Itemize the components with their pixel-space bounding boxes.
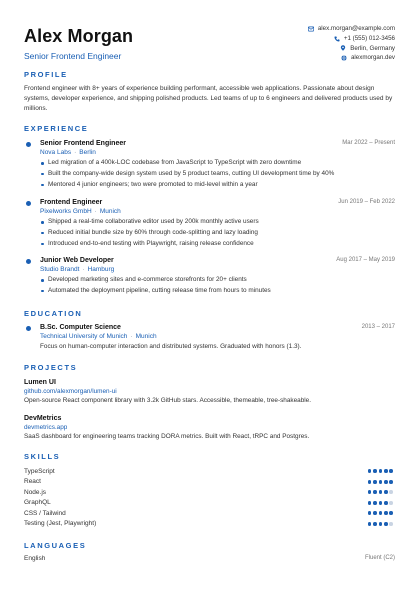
job-bullets (40, 217, 395, 249)
project-description: SaaS dashboard for engineering teams tracking DORA metrics. Built with React, tRPC and Postgres. (24, 433, 310, 440)
project-link[interactable]: devmetrics.app (24, 424, 68, 431)
skill-row (24, 487, 395, 498)
rating-dot (389, 511, 393, 515)
rating-dot (384, 469, 388, 473)
rating-dot (368, 501, 372, 505)
experience-item (24, 256, 395, 297)
separator-dot: · (74, 149, 77, 156)
contact-block (308, 24, 395, 63)
skill-rating (368, 480, 393, 484)
rating-dot (389, 480, 393, 484)
job-company-line (40, 207, 395, 217)
job-title: Frontend Engineer (40, 199, 103, 206)
section-title-experience: EXPERIENCE (24, 124, 89, 133)
rating-dot (389, 490, 393, 494)
phone-icon (334, 36, 340, 42)
rating-dot (379, 501, 383, 505)
job-bullets (40, 158, 395, 190)
rating-dot (384, 511, 388, 515)
job-location: Munich (99, 208, 121, 215)
rating-dot (389, 501, 393, 505)
rating-dot (368, 511, 372, 515)
job-bullet: Automated the deployment pipeline, cutting release time from hours to minutes (40, 286, 395, 297)
job-company-line (40, 265, 395, 275)
job-company-line (40, 148, 395, 158)
candidate-name: Alex Morgan (24, 26, 134, 46)
location-icon (340, 45, 346, 51)
rating-dot (368, 480, 372, 484)
candidate-role: Senior Frontend Engineer (24, 51, 122, 61)
project-title: DevMetrics (24, 415, 62, 422)
section-title-education: EDUCATION (24, 309, 83, 318)
rating-dot (379, 480, 383, 484)
contact-location (308, 44, 395, 54)
skill-rating (368, 522, 393, 526)
project-description: Open-source React component library with 3.2k GitHub stars. Accessible, themeable, tree-shakeable. (24, 397, 312, 404)
separator-dot: · (82, 266, 85, 273)
rating-dot (368, 469, 372, 473)
contact-email-text: alex.morgan@example.com (317, 25, 395, 32)
contact-phone[interactable] (308, 34, 395, 44)
project-title: Lumen UI (24, 379, 56, 386)
rating-dot (368, 490, 372, 494)
skill-rating (368, 501, 393, 505)
rating-dot (389, 522, 393, 526)
job-dates: Jun 2019 – Feb 2022 (338, 199, 395, 205)
skill-rating (368, 490, 393, 494)
timeline-dot (26, 142, 31, 147)
job-location: Berlin (79, 149, 96, 156)
education-dates: 2013 – 2017 (361, 324, 395, 330)
language-row (24, 555, 395, 562)
rating-dot (368, 522, 372, 526)
timeline-dot (26, 326, 31, 331)
education-item (24, 323, 395, 352)
separator-dot: · (94, 208, 97, 215)
skills-list (24, 466, 395, 529)
rating-dot (373, 469, 377, 473)
job-title: Senior Frontend Engineer (40, 140, 126, 147)
skill-name: GraphQL (24, 499, 51, 507)
job-company: Nova Labs (40, 149, 72, 156)
job-bullet: Built the company-wide design system used by 5 product teams, cutting UI development time by 40% (40, 169, 395, 180)
skill-name: React (24, 478, 41, 486)
rating-dot (389, 469, 393, 473)
rating-dot (373, 501, 377, 505)
rating-dot (379, 469, 383, 473)
contact-website[interactable] (308, 53, 395, 63)
contact-email[interactable] (308, 24, 395, 34)
job-bullet: Developed marketing sites and e-commerce storefronts for 20+ clients (40, 275, 395, 286)
job-dates: Mar 2022 – Present (342, 140, 395, 146)
section-title-languages: LANGUAGES (24, 541, 87, 550)
globe-icon (341, 55, 347, 61)
timeline-dot (26, 259, 31, 264)
project-item (24, 378, 395, 406)
job-bullet: Introduced end-to-end testing with Playwright, raising release confidence (40, 239, 395, 250)
job-bullet: Mentored 4 junior engineers; two were promoted to mid-level within a year (40, 180, 395, 191)
contact-phone-text: +1 (555) 012-3456 (343, 34, 395, 42)
mail-icon (308, 26, 314, 32)
rating-dot (379, 490, 383, 494)
rating-dot (384, 501, 388, 505)
skill-rating (368, 511, 393, 515)
timeline-dot (26, 201, 31, 206)
rating-dot (384, 480, 388, 484)
rating-dot (373, 522, 377, 526)
education-description: Focus on human-computer interaction and distributed systems. Graduated with honors (1.3). (40, 343, 302, 350)
experience-item (24, 139, 395, 190)
degree-title: B.Sc. Computer Science (40, 324, 121, 331)
rating-dot (384, 522, 388, 526)
skill-name: TypeScript (24, 467, 55, 475)
profile-summary: Frontend engineer with 8+ years of experience building performant, accessible web applications. Passionate about design systems, developer experience, and shipping polished products. Led teams of up to 6 engineers and delivered products used by millions. (24, 85, 393, 113)
rating-dot (384, 490, 388, 494)
skill-name: Testing (Jest, Playwright) (24, 520, 97, 528)
skill-row (24, 466, 395, 477)
job-bullet: Reduced initial bundle size by 60% through code-splitting and lazy loading (40, 228, 395, 239)
section-title-skills: SKILLS (24, 452, 61, 461)
job-location: Hamburg (87, 266, 115, 273)
experience-item (24, 198, 395, 249)
skill-row (24, 508, 395, 519)
job-bullets (40, 275, 395, 297)
job-dates: Aug 2017 – May 2019 (336, 257, 395, 263)
rating-dot (379, 511, 383, 515)
contact-website-text: alexmorgan.dev (350, 54, 395, 62)
job-company: Studio Brandt (40, 266, 80, 273)
school-name: Technical University of Munich (40, 333, 128, 340)
rating-dot (373, 490, 377, 494)
contact-location-text: Berlin, Germany (350, 44, 395, 52)
school-location: Munich (135, 333, 157, 340)
job-title: Junior Web Developer (40, 257, 114, 264)
skill-row (24, 477, 395, 488)
skill-row (24, 519, 395, 530)
rating-dot (373, 480, 377, 484)
project-link[interactable]: github.com/alexmorgan/lumen-ui (24, 388, 117, 395)
skill-name: Node.js (24, 488, 47, 496)
skill-row (24, 498, 395, 509)
skill-rating (368, 469, 393, 473)
job-company: Pixelworks GmbH (40, 208, 92, 215)
skill-name: CSS / Tailwind (24, 509, 66, 517)
section-title-projects: PROJECTS (24, 363, 78, 372)
rating-dot (373, 511, 377, 515)
job-bullet: Led migration of a 400k-LOC codebase from JavaScript to TypeScript with zero downtime (40, 158, 395, 169)
language-level: Fluent (C2) (364, 555, 395, 561)
project-item (24, 414, 395, 442)
rating-dot (379, 522, 383, 526)
separator-dot: · (130, 333, 133, 340)
job-bullet: Shipped a real-time collaborative editor used by 200k monthly active users (40, 217, 395, 228)
language-name: English (24, 555, 46, 562)
section-title-profile: PROFILE (24, 70, 68, 79)
school-line (40, 332, 395, 342)
